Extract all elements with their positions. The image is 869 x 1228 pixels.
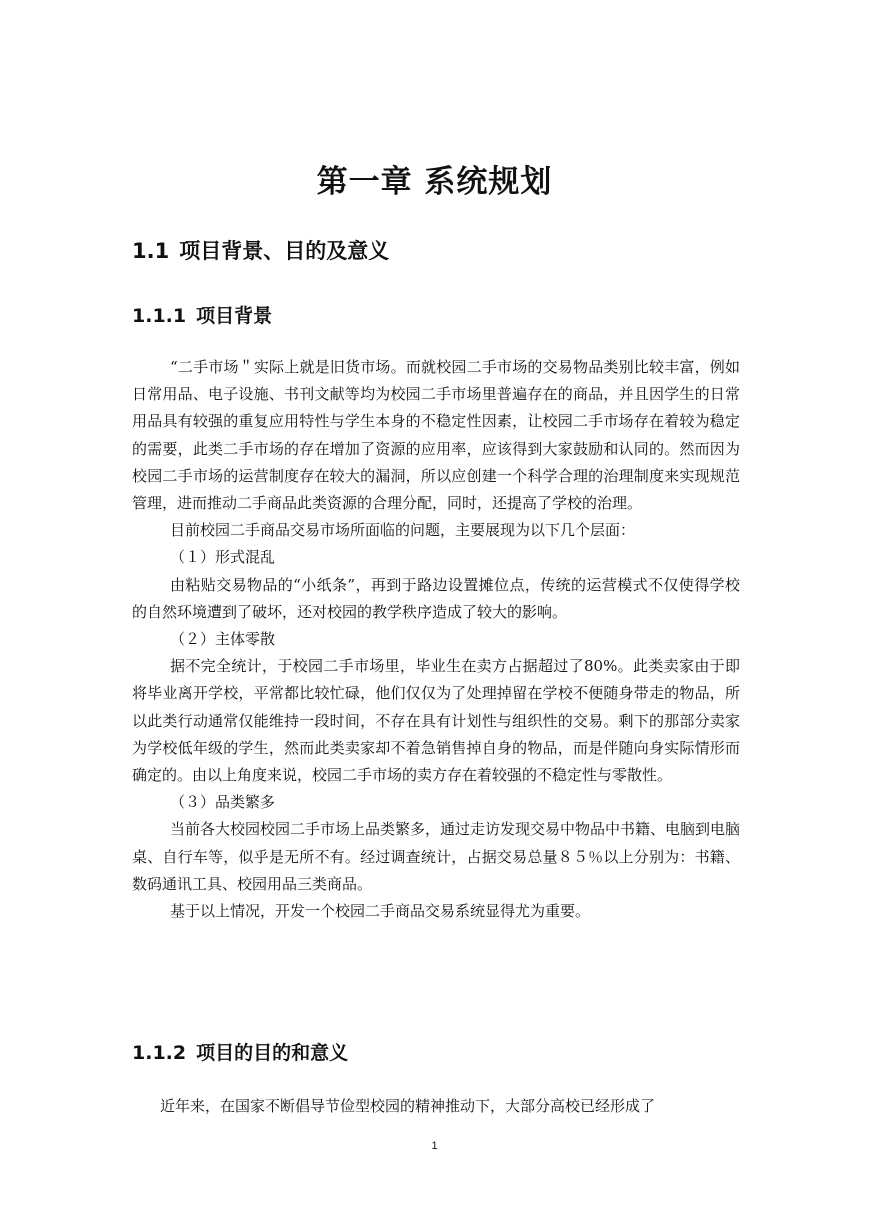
chapter-title: 第一章 系统规划: [316, 164, 553, 200]
page-number: 1: [431, 1140, 438, 1152]
list-item: （２）主体零散: [170, 630, 276, 649]
body-text-background: [132, 354, 740, 925]
list-item: （１）形式混乱: [170, 548, 276, 567]
paragraph: 据不完全统计，于校园二手市场里，毕业生在卖方占据超过了80%。此类卖家由于即将毕业离开学校，平常都比较忙碌，他们仅仅为了处理掉留在学校不便随身带走的物品，所以此类行动通常仅能维持一段时间，不存在具有计划性与组织性的交易。剩下的那部分卖家为学校低年级的学生，然而此类卖家却不着急销售掉自身的物品，而是伴随向身实际情形而确定的。由以上角度来说，校园二手市场的卖方存在着较强的不稳定性与零散性。: [132, 657, 740, 785]
subsection-title: 项目背景: [196, 305, 273, 327]
body-text-purpose: [132, 1093, 740, 1120]
list-item: （３）品类繁多: [170, 793, 276, 812]
paragraph: 当前各大校园校园二手市场上品类繁多，通过走访发现交易中物品中书籍、电脑到电脑桌、自行车等，似乎是无所不有。经过调查统计，占据交易总量８５％以上分别为：书籍、数码通讯工具、校园用品三类商品。: [132, 820, 741, 893]
section-heading: [132, 234, 389, 268]
subsection-number: 1.1.1: [132, 305, 187, 327]
subsection-heading-background: [132, 300, 272, 332]
paragraph: 基于以上情况，开发一个校园二手商品交易系统显得尤为重要。: [170, 902, 591, 921]
paragraph: “二手市场＂实际上就是旧货市场。而就校园二手市场的交易物品类别比较丰富，例如日常用品、电子设施、书刊文献等均为校园二手市场里普遍存在的商品，并且因学生的日常用品具有较强的重复应用特性与学生本身的不稳定性因素，让校园二手市场存在着较为稳定的需要，此类二手市场的存在增加了资源的应用率，应该得到大家鼓励和认同的。然而因为校园二手市场的运营制度存在较大的漏洞，所以应创建一个科学合理的治理制度来实现规范管理，进而推动二手商品此类资源的合理分配，同时，还提高了学校的治理。: [132, 358, 740, 513]
section-number: 1.1: [132, 239, 170, 263]
subsection-heading-purpose: [132, 1037, 348, 1069]
paragraph: 目前校园二手商品交易市场所面临的问题，主要展现为以下几个层面：: [170, 521, 636, 540]
paragraph: 由粘贴交易物品的“小纸条”，再到于路边设置摊位点，传统的运营模式不仅使得学校的自然环境遭到了破坏，还对校园的教学秩序造成了较大的影响。: [132, 575, 740, 621]
subsection-title: 项目的目的和意义: [196, 1042, 349, 1064]
paragraph: 近年来，在国家不断倡导节俭型校园的精神推动下，大部分高校已经形成了: [160, 1097, 656, 1115]
subsection-number: 1.1.2: [132, 1042, 187, 1064]
section-title: 项目背景、目的及意义: [179, 239, 390, 263]
